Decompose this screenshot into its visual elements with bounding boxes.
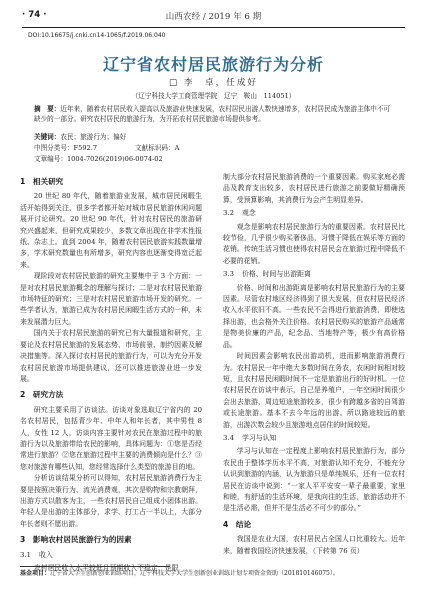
subsection-title: 学习与认知 bbox=[241, 433, 277, 442]
affiliation: （辽宁科技大学工商管理学院 辽宁 鞍山 114051） bbox=[131, 92, 296, 100]
clc-number: 中图分类号：F592.7 bbox=[34, 144, 98, 152]
footnote-rule bbox=[20, 566, 170, 567]
footnote bbox=[20, 569, 407, 578]
subsection-heading bbox=[223, 433, 405, 444]
article-title: 辽宁省农村居民旅游行为分析 bbox=[102, 55, 324, 74]
classification bbox=[34, 142, 393, 152]
section-heading: 3 影响农村居民旅游行为的因素 bbox=[20, 535, 132, 545]
subsection-title: 收入 bbox=[38, 550, 53, 559]
subsection-number: 3.1 bbox=[20, 550, 31, 559]
subsection-heading bbox=[20, 550, 202, 561]
body-paragraph: 国内关于农村居民旅游的研究已有大量报道和研究，主要论及农村居民旅游的发展态势、市场前景、制约因素及解决措施等。深入探讨农村居民的旅游行为，可以为充分开发农村居民旅游市场提供建议，还可以推进旅游业进一步发展。 bbox=[20, 329, 202, 383]
abstract-label: 摘 要： bbox=[34, 105, 61, 113]
keywords-text: 农民；旅游行为；偏好 bbox=[60, 133, 127, 141]
section-heading: 2 研究方法 bbox=[20, 390, 64, 400]
body-paragraph: 观念是影响农村居民旅游行为的重要因素。农村居民比较节俭，几乎很少购买奢侈品，习惯于降低在娱乐等方面的花销。传统生活习惯也使得农村居民会在旅游过程中降低不必要的花销。 bbox=[223, 222, 405, 265]
doc-code: 文献标识码：A bbox=[135, 144, 180, 152]
subsection-number: 3.4 bbox=[223, 433, 234, 442]
subsection-title: 价格、时间与出游距离 bbox=[241, 270, 311, 279]
abstract-text: 近年来，随着农村居民收入提高以及旅游业快速发展，农村居民出游人数快速增多，农村居民成为旅游主体中不可缺少的一部分。研究农村居民的旅游行为，为开拓农村居民旅游市场提供参考。 bbox=[34, 105, 391, 123]
subsection-number: 3.3 bbox=[223, 270, 234, 279]
body-paragraph: 制大部分农村居民旅游消费的一个重要因素。购买家庭必需品及教育支出较多，农村居民进行旅游之前要做好精确预算，受预算影响，其消费行为会产生明显差异。 bbox=[223, 173, 405, 204]
article-id: 文章编号：1004-7026(2019)06-0074-02 bbox=[34, 155, 163, 163]
subsection-heading bbox=[223, 208, 405, 219]
body-paragraph: 学习与认知在一定程度上影响农村居民旅游行为，部分农民由于整体学历水平不高，对旅游认知不充分，不能充分认识到旅游的内涵，认为旅游只是单纯娱乐，还有一位农村居民在访谈中说到：“一家人平平安安一辈子最重要，家里和睦，有舒适的生活环境，是我向往的生活，旅游活动并不是生活必需，但并不是生活必不可少的部分。” bbox=[223, 447, 405, 513]
page-header bbox=[10, 10, 417, 24]
body-paragraph: 时间因素会影响农民出游动机，进而影响旅游消费行为。农村居民一年中绝大多数时间在务农，农闲时间相对较短，且农村居民闲暇时间不一定是旅游出行的好时机。一位农村居民在访谈中表示，自己是养殖户，一年空闲时间很少会出去旅游，周边短途旅游较多，很少有跨越多省的自驾游或长途旅游。基本不去今年远的出游。所以路途较远的旅游，出游次数会较少且旅游地点居住的时间较短。 bbox=[223, 352, 405, 429]
section-heading: 4 结论 bbox=[223, 519, 252, 529]
doi: DOI:10.16675/j.cnki.cn14-1065/f.2019.06.040 bbox=[28, 32, 166, 39]
page-number: · 74 · bbox=[22, 10, 47, 20]
footnote-text: 辽宁省大学生创新创业训练项目，辽宁科技大学大学生创新创业训练计划专项资金资助（201810146075）。 bbox=[50, 570, 339, 577]
subsection-heading bbox=[223, 269, 405, 280]
left-column bbox=[20, 172, 202, 572]
authors: □ 李 卓，任成好 bbox=[168, 78, 258, 88]
journal-name: 山西农经 / 2019 年 6 期 bbox=[165, 12, 262, 22]
section-heading: 1 相关研究 bbox=[20, 177, 64, 186]
footnote-label: 基金项目： bbox=[20, 570, 51, 577]
body-paragraph: 现阶段对农村居民旅游的研究主要集中于 3 个方面：一是对农村居民旅游概念的理解与探讨；二是对农村居民旅游市场特征的研究；三是对农村居民旅游市场开发的研究。一些学者认为，旅游已成为农村居民闲暇生活方式的一种，未来发展潜力巨大。 bbox=[20, 272, 202, 326]
body-paragraph: 研究主要采用了访谈法。访谈对象选取辽宁省内的 20 名农村居民，包括青少年、中年人和年长者，其中男性 8 人，女性 12 人。访谈内容主要针对农民在旅游过程中的旅游行为以及旅游带给农民的影响，具体问题为：①您是否经常进行旅游？②您在旅游过程中主要的消费倾向是什么？③您对旅游有哪些认知，您经常选择什么类型的旅游目的地。 bbox=[20, 405, 202, 471]
keywords bbox=[34, 131, 393, 141]
body-paragraph: 农村居民收入水平较低且预期收入不稳定，是限 bbox=[33, 564, 179, 572]
body-paragraph: 分析访谈结果分析可以得知，农村居民旅游消费行为主要是按照决策行为、流光消费观，其次是购物和宗教朝拜，出游方式以散客为主，一些农村居民自己组成小团体出游。年轻人是出游的主体部分，求学、打工占一半以上，大部分年长者则不愿出游。 bbox=[20, 474, 202, 528]
body-paragraph: 20 世纪 80 年代，随着旅游业发展，城市居民闲暇生活开始得到关注，很多学者都开始对城市居民旅游休闲问题展开讨论研究。20 世纪 90 年代，针对农村居民的旅游研究兴盛起来，但研究成果较少，多数文章出现在非学术性报纸、杂志上。直到 2004 年，随着农村居民旅游实践数量增多，学术研究数量也有所增多，研究内容也逐渐变得宽泛起来。 bbox=[20, 192, 202, 269]
keywords-label: 关键词： bbox=[34, 133, 61, 141]
subsection-number: 3.2 bbox=[223, 209, 234, 218]
body-paragraph: 价格、时间和出游距离是影响农村居民旅游行为的主要因素。尽管农村地区经济得到了很大发展，但农村居民经济收入水平依旧不高。一些农民不会得进行旅游消费，即使选择出游，也会格外关注价格。农村居民购买的旅游产品通常是物美价廉的产品，纪念品、当地特产等，极少有高价格品。 bbox=[223, 283, 405, 349]
right-column bbox=[223, 172, 405, 602]
subsection-title: 观念 bbox=[241, 209, 256, 218]
header-rule bbox=[22, 27, 405, 28]
body-paragraph: 我国是农业大国，农村居民占全国人口比重较大。近年来，随着我国经济快速发展，（下转第 76 页） bbox=[223, 535, 405, 555]
abstract bbox=[34, 104, 393, 124]
